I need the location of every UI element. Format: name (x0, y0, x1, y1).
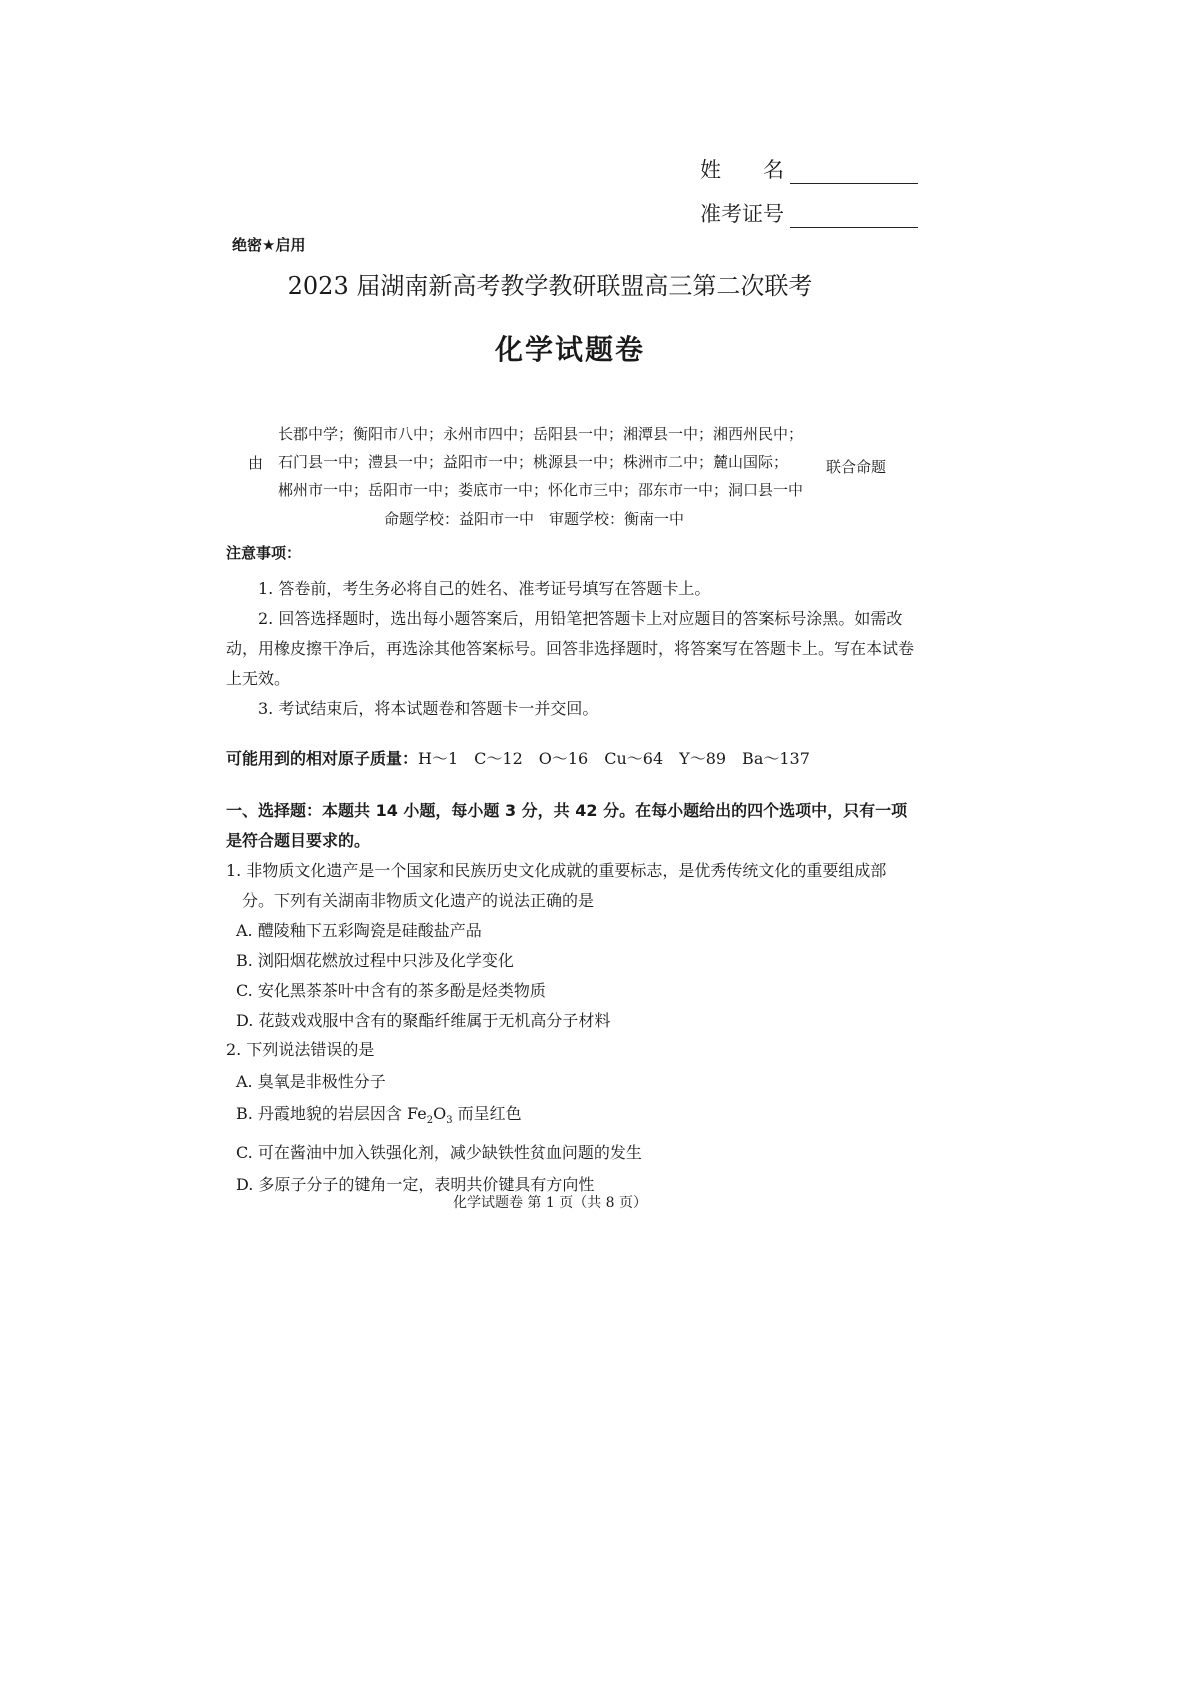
atomic-masses (226, 746, 810, 769)
schools-line-3: 郴州市一中；岳阳市一中；娄底市一中；怀化市三中；邵东市一中；洞口县一中 (278, 481, 804, 499)
name-label: 姓 名 (700, 158, 784, 182)
schools-line-2: 石门县一中；澧县一中；益阳市一中；桃源县一中；株洲市二中；麓山国际； (278, 453, 789, 471)
question-1 (226, 856, 926, 1036)
notice-item: 1. 答卷前，考生务必将自己的姓名、准考证号填写在答题卡上。 (258, 579, 711, 598)
atomic-masses-values: H～1 C～12 O～16 Cu～64 Y～89 Ba～137 (418, 749, 810, 768)
schools-line-1: 长郡中学；衡阳市八中；永州市四中；岳阳县一中；湘潭县一中；湘西州民中； (278, 425, 804, 443)
by-label: 由 (248, 454, 264, 472)
q2-option-b-sub2: 3 (446, 1115, 453, 1127)
notice-item: 2. 回答选择题时，选出每小题答案后，用铅笔把答题卡上对应题目的答案标号涂黑。如需改动，用橡皮擦干净后，再选涂其他答案标号。回答非选择题时，将答案写在答题卡上。写在本试卷上无效。 (226, 609, 915, 688)
notice-title: 注意事项： (226, 544, 302, 562)
q1-option-b: B. 浏阳烟花燃放过程中只涉及化学变化 (236, 951, 514, 970)
q1-option-d: D. 花鼓戏戏服中含有的聚酯纤维属于无机高分子材料 (236, 1011, 611, 1030)
q2-stem: 2. 下列说法错误的是 (226, 1040, 375, 1059)
q2-option-b (226, 1098, 926, 1137)
q1-stem: 1. 非物质文化遗产是一个国家和民族历史文化成就的重要标志，是优秀传统文化的重要组成部 (226, 861, 887, 880)
schools-list (278, 420, 818, 504)
q2-option-d: D. 多原子分子的键角一定，表明共价键具有方向性 (236, 1175, 595, 1195)
notice-item: 3. 考试结束后，将本试题卷和答题卡一并交回。 (258, 699, 599, 718)
question-2 (226, 1034, 926, 1201)
q1-option-c: C. 安化黑茶茶叶中含有的茶多酚是烃类物质 (236, 981, 546, 1000)
q2-option-a: A. 臭氧是非极性分子 (236, 1072, 386, 1091)
id-label: 准考证号 (700, 202, 784, 226)
section-title: 一、选择题：本题共 14 小题，每小题 3 分，共 42 分。在每小题给出的四个选项中，只有一项是符合题目要求的。 (226, 801, 908, 850)
setter-line: 命题学校：益阳市一中 审题学校：衡南一中 (384, 510, 685, 528)
q1-option-a: A. 醴陵釉下五彩陶瓷是硅酸盐产品 (236, 921, 482, 940)
q2-option-b-post: 而呈红色 (452, 1104, 522, 1123)
id-field[interactable] (700, 198, 918, 228)
secret-mark: 绝密★启用 (232, 236, 306, 254)
exam-title: 2023 届湖南新高考教学教研联盟高三第二次联考 (287, 272, 813, 300)
name-field[interactable] (700, 154, 918, 184)
q2-option-b-sub1: 2 (426, 1115, 434, 1127)
paper-title: 化学试题卷 (494, 333, 645, 366)
joint-label: 联合命题 (826, 458, 887, 476)
name-blank[interactable] (790, 161, 918, 184)
q2-option-b-pre: B. 丹霞地貌的岩层因含 Fe (236, 1104, 427, 1123)
q1-stem-2: 分。下列有关湖南非物质文化遗产的说法正确的是 (242, 891, 595, 910)
atomic-masses-label: 可能用到的相对原子质量： (226, 749, 419, 768)
id-blank[interactable] (790, 205, 918, 228)
page-footer: 化学试题卷 第 1 页（共 8 页） (452, 1195, 648, 1211)
q2-option-c: C. 可在酱油中加入铁强化剂，减少缺铁性贫血问题的发生 (236, 1143, 642, 1163)
notice-body (226, 574, 914, 724)
q2-option-b-mid: O (433, 1104, 447, 1123)
